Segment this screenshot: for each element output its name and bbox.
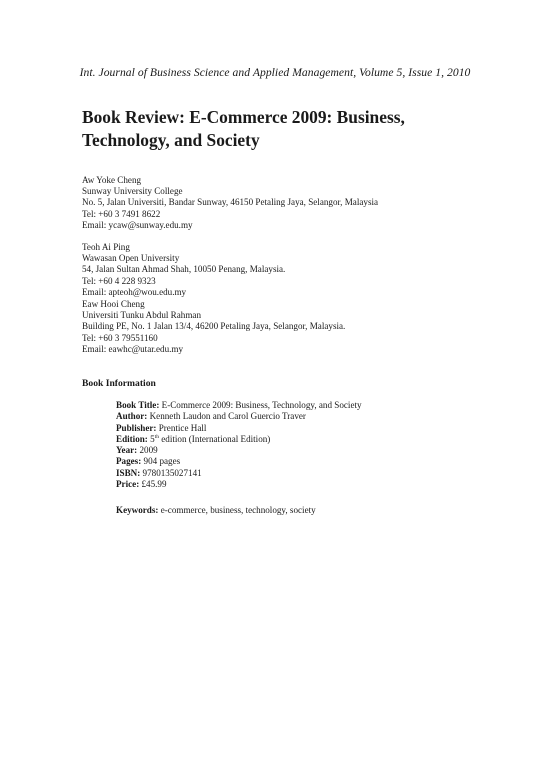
author-line — [116, 411, 362, 422]
author-institution: Universiti Tunku Abdul Rahman — [82, 310, 201, 321]
book-title-label: Book Title: — [116, 400, 160, 410]
author-block — [82, 175, 502, 231]
author-block — [82, 299, 502, 355]
author-tel: Tel: +60 3 79551160 — [82, 332, 158, 343]
price-label: Price: — [116, 479, 140, 490]
edition-number: 5 — [150, 433, 155, 444]
price-line — [116, 479, 362, 490]
isbn-line — [116, 468, 362, 479]
edition-rest: edition (International Edition) — [161, 433, 271, 444]
author-name: Teoh Ai Ping — [82, 242, 130, 252]
paper-title: Book Review: E-Commerce 2009: Business, Technology, and Society — [82, 107, 405, 150]
keywords-label: Keywords: — [116, 505, 159, 515]
author-address: 54, Jalan Sultan Ahmad Shah, 10050 Penang, Malaysia. — [82, 264, 286, 275]
edition-suffix: th — [154, 433, 159, 440]
author-address: No. 5, Jalan Universiti, Bandar Sunway, 46150 Petaling Jaya, Selangor, Malaysia — [82, 197, 379, 208]
publisher-label: Publisher: — [116, 422, 157, 433]
book-information-list — [116, 400, 362, 490]
publisher-value: Prentice Hall — [158, 422, 207, 433]
isbn-value: 9780135027141 — [142, 467, 202, 478]
author-name: Eaw Hooi Cheng — [82, 299, 145, 309]
pages-value: 904 pages — [143, 456, 181, 467]
author-name: Aw Yoke Cheng — [82, 175, 142, 185]
year-line — [116, 445, 362, 456]
author-email: Email: eawhc@utar.edu.my — [82, 343, 184, 354]
edition-line — [116, 434, 362, 445]
author-institution: Sunway University College — [82, 186, 183, 197]
author-tel: Tel: +60 3 7491 8622 — [82, 208, 161, 219]
book-title-value: E-Commerce 2009: Business, Technology, and Society — [161, 400, 362, 410]
author-email: Email: ycaw@sunway.edu.my — [82, 219, 193, 230]
keywords-value: e-commerce, business, technology, society — [160, 505, 316, 515]
pages-line — [116, 456, 362, 467]
author-block — [82, 242, 502, 298]
author-email: Email: apteoh@wou.edu.my — [82, 286, 187, 297]
edition-label: Edition: — [116, 433, 148, 444]
price-value: £45.99 — [141, 479, 167, 490]
author-institution: Wawasan Open University — [82, 253, 180, 264]
book-title-line — [116, 400, 362, 411]
year-value: 2009 — [139, 445, 158, 456]
journal-header: Int. Journal of Business Science and Applied Management, Volume 5, Issue 1, 2010 — [79, 66, 471, 79]
keywords-line — [116, 505, 316, 515]
author-tel: Tel: +60 4 228 9323 — [82, 275, 156, 286]
isbn-label: ISBN: — [116, 467, 141, 478]
publisher-line — [116, 423, 362, 434]
book-information-heading: Book Information — [82, 378, 156, 389]
author-value: Kenneth Laudon and Carol Guercio Traver — [149, 411, 306, 422]
pages-label: Pages: — [116, 456, 142, 467]
author-address: Building PE, No. 1 Jalan 13/4, 46200 Petaling Jaya, Selangor, Malaysia. — [82, 321, 346, 332]
author-label: Author: — [116, 411, 148, 422]
year-label: Year: — [116, 445, 138, 456]
